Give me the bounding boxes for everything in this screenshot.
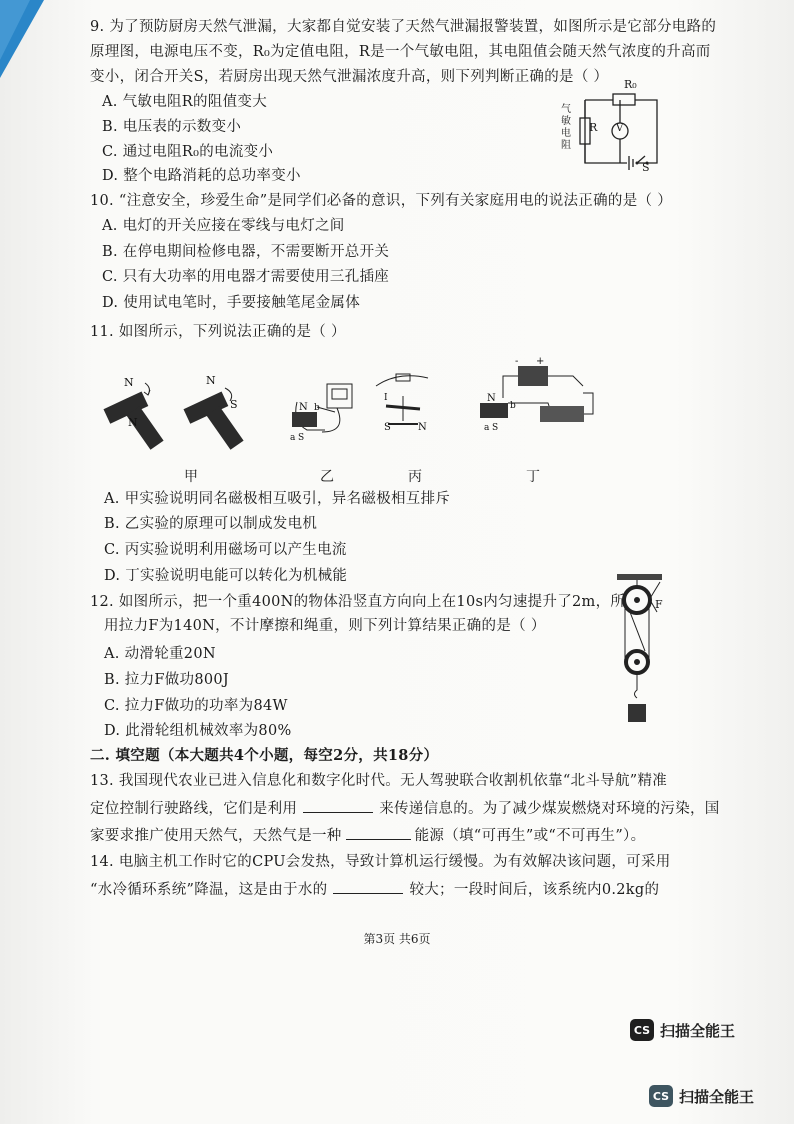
q13-blank-1[interactable] (303, 798, 373, 813)
q12-option-a: A. 动滑轮重20N (104, 646, 216, 662)
svg-text:S: S (384, 422, 391, 433)
q10-option-b: B. 在停电期间检修电器，不需要断开总开关 (102, 244, 390, 260)
blue-corner-highlight (0, 0, 30, 60)
q9-option-c: C. 通过电阻R₀的电流变小 (102, 144, 274, 160)
q11-label-jia: 甲 (184, 469, 198, 485)
q11-stem: 11. 如图所示，下列说法正确的是（ ） (90, 324, 346, 340)
q13-line3-before: 家要求推广使用天然气，天然气是一种 (90, 828, 342, 844)
q9-fig-s-label: S (642, 161, 650, 174)
svg-text:b: b (314, 403, 320, 413)
q12-option-c: C. 拉力F做功的功率为84W (104, 698, 288, 714)
q9-option-d: D. 整个电路消耗的总功率变小 (102, 168, 301, 184)
q11-fig-ding-motor (478, 358, 608, 433)
watermark-text-bottom: 扫描全能王 (679, 1087, 755, 1106)
q11-option-a: A. 甲实验说明同名磁极相互吸引，异名磁极相互排斥 (104, 491, 451, 507)
camscanner-logo-icon: CS (630, 1019, 654, 1041)
q14-line2 (90, 879, 659, 900)
q12-stem-line2: 用拉力F为140N，不计摩擦和绳重，则下列计算结果正确的是（ ） (104, 618, 546, 634)
q11-fig-yi-generator (287, 382, 367, 452)
q12-fig-f-label: F (655, 598, 663, 611)
svg-text:S: S (230, 398, 238, 411)
watermark-text: 扫描全能王 (660, 1021, 736, 1040)
q13-line3-after: 能源（填“可再生”或“不可再生”）。 (414, 828, 646, 844)
q9-circuit-svg (565, 88, 665, 168)
svg-text:-: - (515, 356, 519, 367)
q11-option-b: B. 乙实验的原理可以制成发电机 (104, 516, 318, 532)
q9-stem-line3: 变小，闭合开关S，若厨房出现天然气泄漏浓度升高，则下列判断正确的是（ ） (90, 69, 609, 85)
q9-fig-r0-label: R₀ (624, 78, 637, 91)
svg-text:a: a (484, 423, 490, 433)
q13-line1: 13. 我国现代农业已进入信息化和数字化时代。无人驾驶联合收割机依靠“北斗导航”精准 (90, 773, 668, 789)
q14-blank-1[interactable] (333, 879, 403, 894)
svg-text:I: I (384, 393, 388, 403)
svg-text:N: N (487, 393, 496, 404)
q11-option-c: C. 丙实验说明利用磁场可以产生电流 (104, 542, 347, 558)
svg-text:N: N (206, 374, 216, 387)
q11-label-bing: 丙 (408, 469, 422, 485)
q13-line2-after: 来传递信息的。为了减少煤炭燃烧对环境的污染，国 (379, 801, 720, 817)
section-fill-in-title: 二. 填空题（本大题共4个小题，每空2分，共18分） (90, 747, 439, 764)
page-number-footer: 第3页 共6页 (363, 932, 431, 946)
svg-text:N: N (128, 416, 138, 429)
scanner-watermark-top (630, 1019, 735, 1041)
svg-text:b: b (510, 401, 516, 411)
q10-stem: 10. “注意安全，珍爱生命”是同学们必备的意识，下列有关家庭用电的说法正确的是（ ） (90, 193, 672, 209)
q11-option-d: D. 丁实验说明电能可以转化为机械能 (104, 568, 348, 584)
svg-text:S: S (298, 433, 305, 443)
scanner-watermark-bottom (649, 1085, 754, 1107)
q9-stem-line1: 9. 为了预防厨房天然气泄漏，大家都自觉安装了天然气泄漏报警装置，如图所示是它部分电路的 (90, 19, 717, 35)
svg-text:a: a (290, 433, 296, 443)
q9-fig-side-label: 气敏电阻 (561, 104, 571, 151)
q14-line2-before: “水冷循环系统”降温，这是由于水的 (90, 882, 328, 898)
q13-line3 (90, 825, 645, 846)
q10-option-c: C. 只有大功率的用电器才需要使用三孔插座 (102, 269, 390, 285)
svg-text:S: S (492, 423, 499, 433)
svg-text:N: N (418, 422, 427, 433)
camscanner-logo-icon-bottom: CS (649, 1085, 673, 1107)
q13-line2-before: 定位控制行驶路线，它们是利用 (90, 801, 298, 817)
q9-fig-v-label: V (616, 123, 624, 134)
q11-label-ding: 丁 (526, 469, 540, 485)
q11-label-yi: 乙 (320, 469, 334, 485)
q12-option-d: D. 此滑轮组机械效率为80% (104, 723, 292, 739)
q12-option-b: B. 拉力F做功800J (104, 672, 230, 688)
q9-option-b: B. 电压表的示数变小 (102, 119, 242, 135)
q11-fig-bing-oersted (368, 366, 438, 436)
svg-text:N: N (124, 376, 134, 389)
q13-line2 (90, 798, 720, 819)
q14-line2-after: 较大；一段时间后，该系统内0.2kg的 (409, 882, 660, 898)
q9-stem-line2: 原理图，电源电压不变，R₀为定值电阻，R是一个气敏电阻，其电阻值会随天然气浓度的升高而 (90, 44, 711, 60)
q10-option-a: A. 电灯的开关应接在零线与电灯之间 (102, 218, 345, 234)
q13-blank-2[interactable] (346, 825, 411, 840)
svg-text:+: + (536, 356, 545, 367)
svg-text:N: N (299, 402, 308, 413)
q9-fig-r-label: R (589, 121, 598, 134)
q10-option-d: D. 使用试电笔时，手要接触笔尾金属体 (102, 295, 361, 311)
q12-pulley-diagram (612, 572, 672, 727)
q11-fig-jia-right-magnets (180, 368, 280, 453)
q14-line1: 14. 电脑主机工作时它的CPU会发热，导致计算机运行缓慢。为有效解决该问题，可采用 (90, 854, 671, 870)
q12-stem-line1: 12. 如图所示，把一个重400N的物体沿竖直方向向上在10s内匀速提升了2m，所 (90, 594, 626, 610)
q9-option-a: A. 气敏电阻R的阻值变大 (102, 94, 268, 110)
